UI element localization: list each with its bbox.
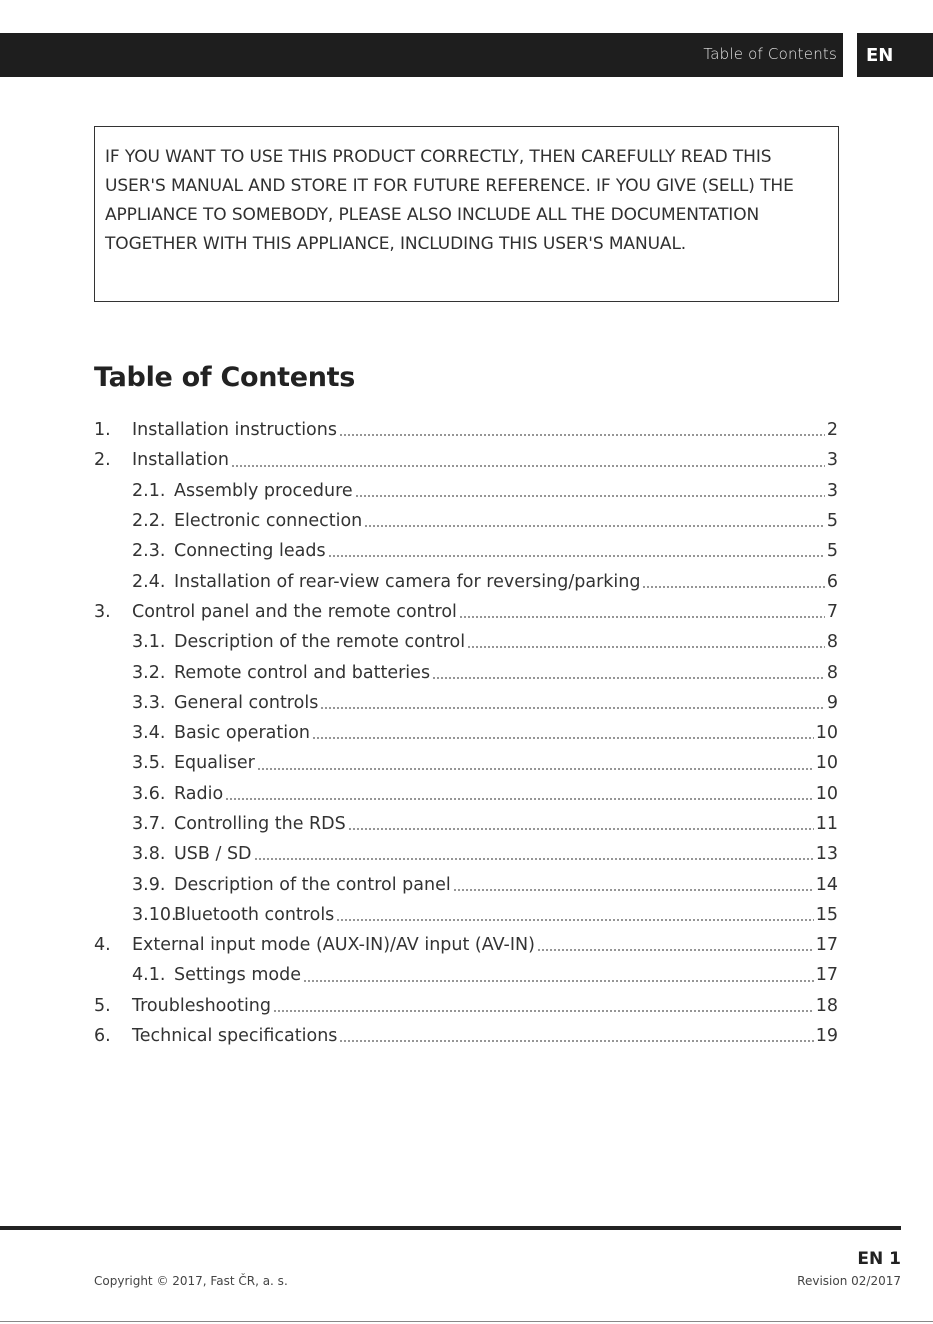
toc-entry-label: Controlling the RDS — [174, 814, 346, 834]
toc-leader-dots — [225, 798, 814, 800]
toc-title: Table of Contents — [94, 362, 356, 393]
toc-entry[interactable] — [94, 991, 838, 1021]
toc-entry-number: 3.9. — [132, 874, 166, 895]
footer-page-number: EN 1 — [857, 1249, 901, 1269]
toc-entry-page: 8 — [826, 632, 838, 653]
toc-entry-number: 2.2. — [132, 511, 166, 532]
toc-entry-label: Assembly procedure — [174, 480, 353, 501]
toc-entry-page: 7 — [826, 601, 838, 622]
toc-entry[interactable] — [94, 536, 838, 566]
toc-entry-label: Basic operation — [174, 723, 310, 744]
toc-entry-number: 3.3. — [132, 692, 166, 713]
toc-leader-dots — [432, 677, 825, 679]
toc-entry-number: 6. — [94, 1026, 111, 1047]
toc-entry-label: Technical specifications — [132, 1026, 338, 1047]
toc-entry-number: 3.10. — [132, 904, 177, 925]
toc-leader-dots — [459, 616, 825, 618]
toc-entry[interactable] — [94, 415, 838, 445]
toc-entry-label: Remote control and batteries — [174, 662, 431, 683]
toc-entry-page: 18 — [815, 995, 838, 1016]
toc-entry-label: Installation instructions — [132, 420, 337, 441]
footer-rule — [0, 1226, 901, 1230]
toc-leader-dots — [312, 737, 814, 739]
toc-leader-dots — [453, 889, 814, 891]
toc-entry-label: Settings mode — [174, 965, 301, 986]
toc-entry[interactable] — [94, 900, 838, 930]
toc-entry-page: 11 — [815, 814, 838, 834]
toc-entry[interactable] — [94, 869, 838, 899]
header-bar — [0, 33, 843, 77]
toc-leader-dots — [537, 949, 814, 951]
toc-entry-number: 4.1. — [132, 965, 166, 986]
toc-entry-number: 3.1. — [132, 632, 166, 653]
toc-entry-label: Radio — [174, 783, 224, 804]
notice-text: IF YOU WANT TO USE THIS PRODUCT CORRECTLY, THEN CAREFULLY READ THIS USER'S MANUAL AND STORE IT FOR FUTURE REFERENCE. IF YOU GIVE (SELL) THE APPLIANCE TO SOMEBODY, PLEASE ALSO INCLUDE ALL THE DOCUMENTATION TOGETHER WITH THIS APPLIANCE, INCLUDING THIS USER'S MANUAL. — [105, 147, 794, 254]
toc-entry-number: 4. — [94, 935, 111, 956]
toc-leader-dots — [467, 646, 825, 648]
toc-entry-number: 5. — [94, 995, 111, 1016]
notice-box — [94, 126, 839, 302]
toc-entry[interactable] — [94, 839, 838, 869]
toc-entry-number: 3.6. — [132, 783, 166, 804]
toc-entry-page: 14 — [815, 874, 838, 895]
toc-entry-number: 2. — [94, 450, 111, 471]
toc-entry-label: Description of the control panel — [174, 874, 451, 895]
toc-entry-label: General controls — [174, 692, 319, 713]
toc-entry-number: 3.5. — [132, 753, 166, 774]
toc-entry-page: 2 — [826, 420, 838, 441]
toc-entry-number: 2.3. — [132, 541, 166, 562]
toc-entry-page: 6 — [826, 571, 838, 592]
toc-entry-page: 10 — [815, 753, 838, 774]
toc-entry-number: 3.4. — [132, 723, 166, 744]
toc-leader-dots — [364, 525, 825, 527]
toc-entry[interactable] — [94, 566, 838, 596]
toc-entry[interactable] — [94, 476, 838, 506]
toc-leader-dots — [355, 495, 825, 497]
toc-entry-page: 9 — [826, 692, 838, 713]
toc-entry[interactable] — [94, 627, 838, 657]
toc-entry-label: Electronic connection — [174, 511, 363, 532]
toc-leader-dots — [231, 465, 825, 467]
toc-entry-page: 5 — [826, 541, 838, 562]
toc-entry[interactable] — [94, 718, 838, 748]
toc-entry-label: Troubleshooting — [132, 995, 272, 1016]
toc-entry-number: 3.7. — [132, 814, 166, 834]
toc-entry-page: 3 — [826, 480, 838, 501]
toc-entry[interactable] — [94, 688, 838, 718]
toc-entry-number: 3.8. — [132, 844, 166, 865]
toc-leader-dots — [273, 1010, 814, 1012]
toc-entry-page: 10 — [815, 783, 838, 804]
toc-entry[interactable] — [94, 657, 838, 687]
toc-entry[interactable] — [94, 1021, 838, 1051]
toc-entry-number: 1. — [94, 420, 111, 441]
toc-entry-page: 17 — [815, 935, 838, 956]
toc-entry-label: Description of the remote control — [174, 632, 466, 653]
toc-entry-label: Equaliser — [174, 753, 255, 774]
toc-entry-page: 8 — [826, 662, 838, 683]
toc-list — [94, 415, 838, 1051]
toc-entry[interactable] — [94, 809, 838, 839]
toc-entry-label: USB / SD — [174, 844, 252, 865]
toc-entry-label: Connecting leads — [174, 541, 326, 562]
toc-entry[interactable] — [94, 748, 838, 778]
toc-entry-number: 2.4. — [132, 571, 166, 592]
toc-entry-label: Control panel and the remote control — [132, 601, 457, 622]
toc-entry-label: External input mode (AUX-IN)/AV input (AV-IN) — [132, 935, 535, 956]
header-section-title: Table of Contents — [703, 45, 837, 63]
toc-entry[interactable] — [94, 930, 838, 960]
toc-entry-page: 13 — [815, 844, 838, 865]
toc-entry[interactable] — [94, 960, 838, 990]
toc-leader-dots — [320, 707, 825, 709]
toc-entry-label: Installation of rear-view camera for reversing/parking — [174, 571, 641, 592]
toc-entry[interactable] — [94, 445, 838, 475]
footer-copyright: Copyright © 2017, Fast ČR, a. s. — [94, 1274, 288, 1288]
toc-entry-label: Bluetooth controls — [174, 904, 335, 925]
toc-entry-page: 19 — [815, 1026, 838, 1047]
page-bottom-line — [0, 1321, 933, 1322]
toc-leader-dots — [336, 919, 813, 921]
toc-leader-dots — [257, 768, 814, 770]
toc-leader-dots — [348, 828, 814, 830]
toc-entry-number: 2.1. — [132, 480, 166, 501]
toc-entry-number: 3.2. — [132, 662, 166, 683]
toc-entry-page: 10 — [815, 723, 838, 744]
toc-entry-page: 5 — [826, 511, 838, 532]
toc-entry[interactable] — [94, 506, 838, 536]
toc-leader-dots — [339, 1040, 813, 1042]
toc-leader-dots — [328, 555, 825, 557]
toc-entry-label: Installation — [132, 450, 229, 471]
toc-entry[interactable] — [94, 779, 838, 809]
toc-leader-dots — [642, 586, 824, 588]
toc-entry[interactable] — [94, 597, 838, 627]
toc-entry-page: 17 — [815, 965, 838, 986]
toc-entry-page: 15 — [815, 904, 838, 925]
toc-leader-dots — [254, 858, 814, 860]
footer-revision: Revision 02/2017 — [797, 1274, 901, 1288]
toc-entry-page: 3 — [826, 450, 838, 471]
toc-entry-number: 3. — [94, 601, 111, 622]
toc-leader-dots — [303, 980, 814, 982]
language-tab: EN — [857, 33, 933, 77]
toc-leader-dots — [339, 434, 825, 436]
